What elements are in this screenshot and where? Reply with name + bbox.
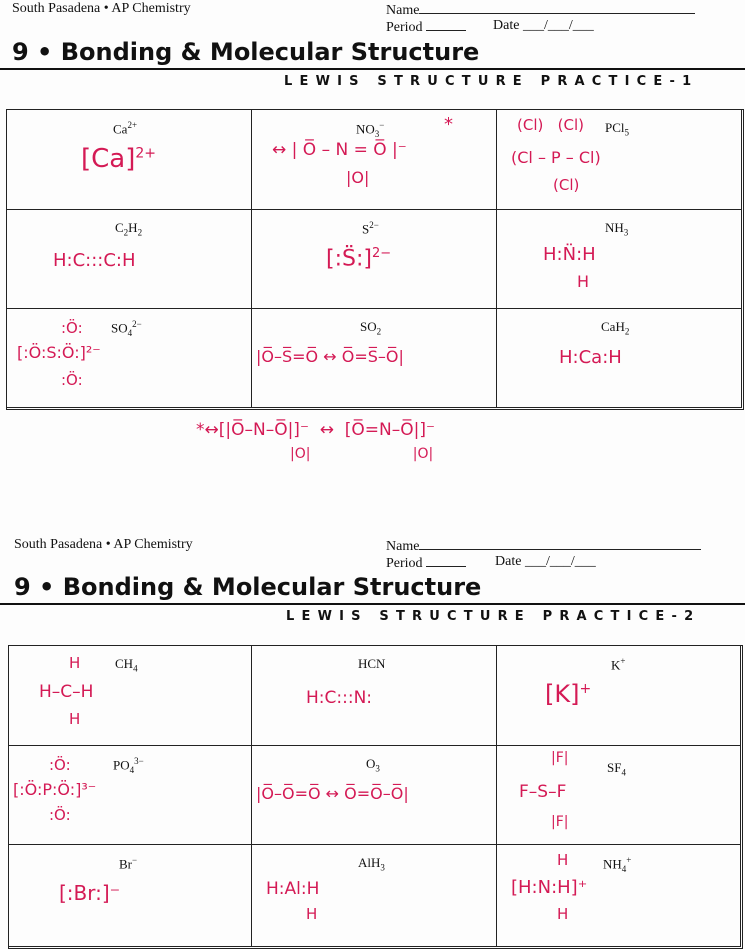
lewis-answer-top: H bbox=[69, 654, 81, 672]
asterisk-mark: * bbox=[444, 114, 453, 135]
lewis-answer-lower: H bbox=[577, 272, 590, 291]
cell-alh3 bbox=[252, 845, 497, 947]
cell-sf4 bbox=[497, 746, 741, 845]
lewis-answer: H:Al:H bbox=[266, 879, 320, 899]
lewis-answer: H:C:::C:H bbox=[53, 250, 136, 271]
formula-label: CaH$_2$ bbox=[601, 319, 630, 337]
no3-resonance-note: *↔[|O̅–N–O̅|]⁻ ↔ [O̅=N–O̅|]⁻ bbox=[196, 420, 435, 440]
formula-label: $SO_2$ bbox=[360, 319, 382, 337]
no3-resonance-note-lower: |O| |O| bbox=[290, 446, 434, 462]
cell-ca bbox=[7, 110, 252, 210]
cell-br bbox=[9, 845, 252, 947]
period-label: Period bbox=[386, 20, 423, 35]
lewis-answer: |O̅–O̅=O̅ ↔ O̅=O̅–O̅| bbox=[256, 784, 409, 803]
cell-c2h2 bbox=[7, 210, 252, 309]
worksheet-title: 9 • Bonding & Molecular Structure bbox=[14, 573, 482, 601]
cell-o3 bbox=[252, 746, 497, 845]
date-field[interactable] bbox=[495, 554, 596, 570]
name-field[interactable] bbox=[386, 537, 701, 555]
formula-label: PCl$_5$ bbox=[605, 120, 630, 138]
school-course-header: South Pasadena • AP Chemistry bbox=[12, 1, 191, 16]
date-label: Date bbox=[495, 554, 522, 569]
lewis-answer: [H:N:H]⁺ bbox=[511, 877, 588, 898]
cell-k bbox=[497, 646, 741, 746]
lewis-answer: $[Ca]^{2+}$ bbox=[81, 144, 157, 174]
cell-no3 bbox=[252, 110, 497, 210]
formula-label: $C_2H_2$ bbox=[115, 220, 143, 238]
lewis-answer: H:C:::N: bbox=[306, 688, 373, 708]
formula-label: $Ca^{2+}$ bbox=[113, 120, 138, 137]
period-label: Period bbox=[386, 556, 423, 571]
worksheet-subtitle: LEWIS STRUCTURE PRACTICE-2 bbox=[286, 609, 701, 624]
period-field[interactable] bbox=[386, 18, 466, 36]
worksheet-2 bbox=[0, 535, 745, 949]
lewis-answer-lower: H bbox=[306, 905, 318, 923]
lewis-answer: [:S̈:]$^{2-}$ bbox=[326, 246, 392, 272]
lewis-answer-top: |F| bbox=[551, 750, 569, 766]
lewis-answer: (Cl) (Cl) bbox=[517, 116, 584, 134]
cell-s2 bbox=[252, 210, 497, 309]
name-field[interactable] bbox=[386, 1, 695, 19]
lewis-answer: H:N̈:H bbox=[543, 244, 596, 265]
formula-label: $PO_4^{3-}$ bbox=[113, 756, 144, 775]
lewis-answer: H–C–H bbox=[39, 682, 94, 702]
cell-pcl5 bbox=[497, 110, 742, 210]
formula-label: $SO_4^{2-}$ bbox=[111, 319, 142, 338]
formula-label: $NO_3^-$ bbox=[356, 120, 385, 139]
date-blank: ___/___/___ bbox=[524, 554, 596, 569]
cell-ch4 bbox=[9, 646, 252, 746]
formula-label: $NH_3$ bbox=[605, 220, 629, 238]
period-field[interactable] bbox=[386, 554, 466, 572]
formula-label: $S^{2-}$ bbox=[362, 220, 379, 237]
lewis-answer-top: :Ö: bbox=[61, 319, 83, 337]
name-label: Name bbox=[386, 3, 420, 18]
worksheet-subtitle: LEWIS STRUCTURE PRACTICE-1 bbox=[284, 74, 699, 89]
lewis-answer: ↔ | O̅ – N = O̅ |⁻ bbox=[272, 140, 407, 160]
lewis-answer: H:Ca:H bbox=[559, 347, 622, 368]
cell-nh3 bbox=[497, 210, 742, 309]
lewis-answer-top: H bbox=[557, 851, 569, 869]
lewis-answer-lower: (Cl) bbox=[553, 176, 580, 194]
lewis-answer: |O̅–S̅=O̅ ↔ O̅=S̅–O̅| bbox=[256, 347, 404, 366]
lewis-answer-lower: :Ö: bbox=[61, 371, 83, 389]
lewis-answer: F–S–F bbox=[519, 782, 567, 802]
worksheet-title: 9 • Bonding & Molecular Structure bbox=[12, 38, 480, 66]
lewis-answer-lower: |O| bbox=[346, 168, 370, 187]
school-course-header: South Pasadena • AP Chemistry bbox=[14, 537, 193, 552]
formula-label: Br− bbox=[119, 855, 138, 872]
lewis-answer-mid: (Cl – P – Cl) bbox=[511, 148, 601, 167]
formula-label: $O_3$ bbox=[366, 756, 380, 774]
title-rule bbox=[0, 68, 745, 70]
name-label: Name bbox=[386, 539, 420, 554]
lewis-answer: [:Br:]⁻ bbox=[59, 881, 121, 905]
lewis-answer-lower: H bbox=[557, 905, 569, 923]
lewis-answer-lower: |F| bbox=[551, 814, 569, 830]
lewis-answer-top: :Ö: bbox=[49, 756, 71, 774]
cell-hcn bbox=[252, 646, 497, 746]
formula-label: AlH$_3$ bbox=[358, 855, 385, 873]
formula-label: K+ bbox=[611, 656, 626, 673]
formula-label: $CH_4$ bbox=[115, 656, 138, 674]
date-blank: ___/___/___ bbox=[522, 18, 594, 33]
formula-label: $SF_4$ bbox=[607, 760, 626, 778]
cell-so2 bbox=[252, 309, 497, 408]
cell-nh4 bbox=[497, 845, 741, 947]
cell-po4 bbox=[9, 746, 252, 845]
lewis-answer: [:Ö:P:Ö:]³⁻ bbox=[13, 780, 97, 799]
title-rule bbox=[0, 603, 745, 605]
cell-cah2 bbox=[497, 309, 742, 408]
cell-so4 bbox=[7, 309, 252, 408]
date-label: Date bbox=[493, 18, 520, 33]
lewis-answer: [:Ö:S:Ö:]²⁻ bbox=[17, 343, 101, 362]
formula-label: HCN bbox=[358, 656, 386, 671]
lewis-answer: [K]+ bbox=[545, 680, 592, 708]
lewis-answer-lower: :Ö: bbox=[49, 806, 71, 824]
formula-label: $NH_4^+$ bbox=[603, 855, 632, 874]
lewis-answer-lower: H bbox=[69, 710, 81, 728]
date-field[interactable] bbox=[493, 18, 594, 34]
